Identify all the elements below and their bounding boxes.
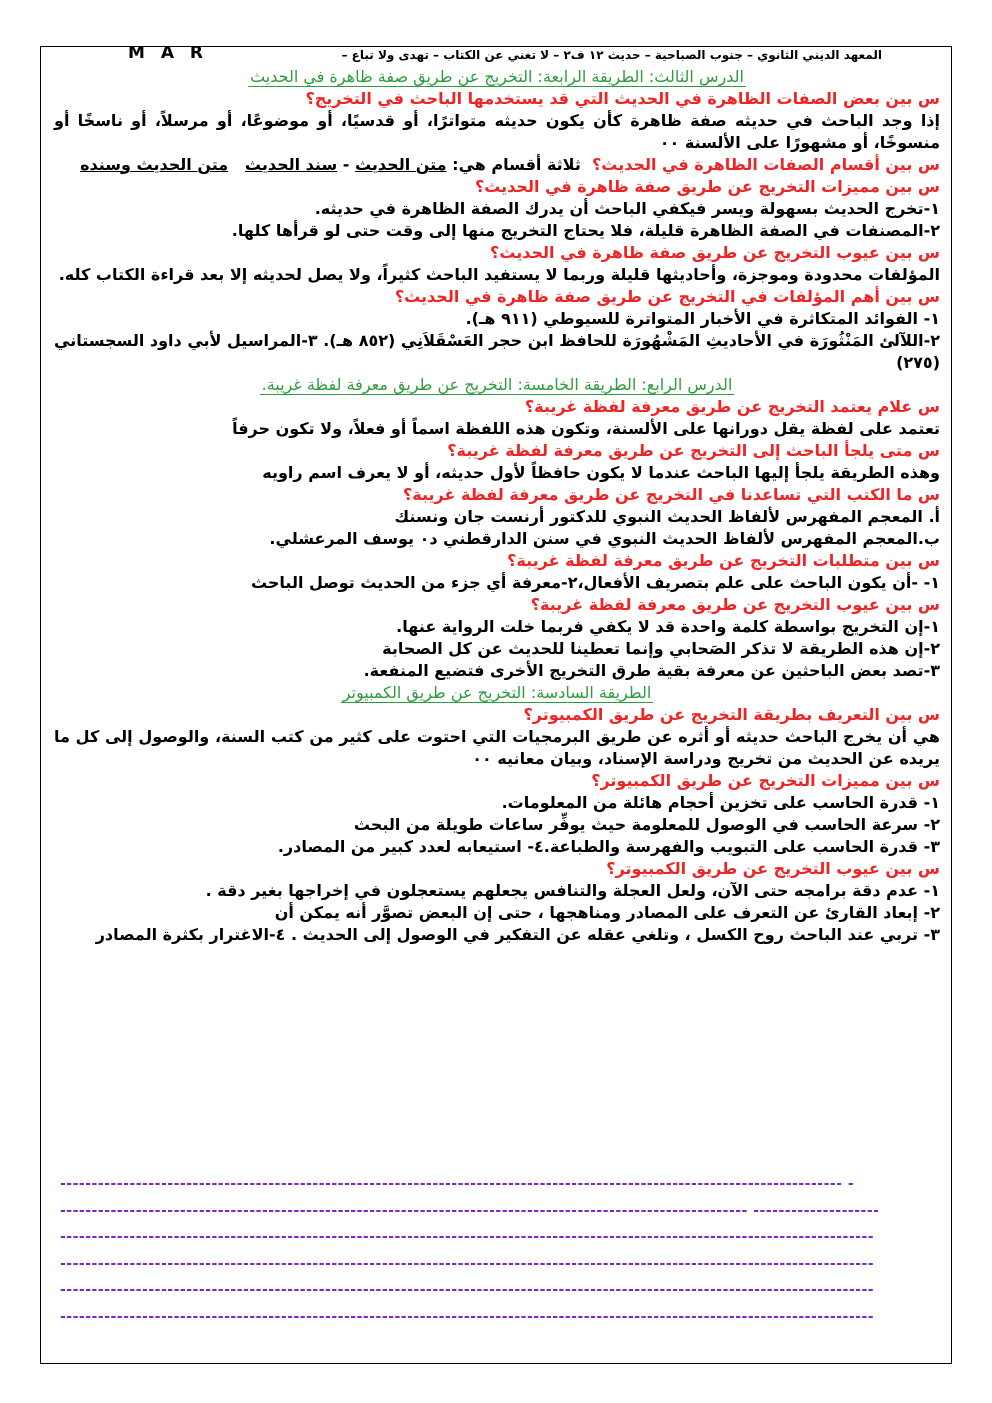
page-header: [40, 46, 952, 66]
question: س بين أهم المؤلفات في التخريج عن طريق صفة ظاهرة في الحديث؟: [394, 287, 940, 306]
question: س بين مميزات التخريج عن طريق صفة ظاهرة في الحديث؟: [474, 177, 940, 196]
question: س بين التعريف بطريقة التخريج عن طريق الكمبيوتر؟: [523, 705, 940, 724]
answer-item: ٢-المصنفات في الصفة الظاهرة قليلة، فلا يحتاج التخريج منها إلى وقت حتى لو قرأها كلها.: [231, 221, 940, 240]
note-line: ------------------------------------------------------------------------------------------------------------- --------------------: [60, 1203, 880, 1219]
answer-item: أ. المعجم المفهرس لألفاظ الحديث النبوي للدكتور أرنست جان ونسنك: [394, 507, 940, 526]
answer: وهذه الطريقة يلجأ إليها الباحث عندما لا يكون حافظاً لأول حديثه، أو لا يعرف اسم راويه: [262, 463, 940, 482]
answer: تعتمد على لفظة يقل دورانها على الألسنة، وتكون هذه اللفظة اسماً أو فعلاً، ولا تكون حرفاً: [232, 419, 940, 438]
document-body: [54, 66, 940, 946]
lesson-title: الدرس الثالث: الطريقة الرابعة: التخريج عن طريق صفة ظاهرة في الحديث: [250, 67, 744, 86]
answer: هي أن يخرج الباحث حديثه أو أثره عن طريق البرمجيات التي احتوت على كثير من كتب السنة، والوصول إلى كل ما يريده عن الحديث من تخريج ودراسة الإسناد، وبيان معانيه ٠٠: [54, 727, 940, 768]
note-line: ---------------------------------------------------------------------------------------------------------------------------------: [60, 1229, 875, 1245]
question: س بين عيوب التخريج عن طريق صفة ظاهرة في الحديث؟: [490, 243, 940, 262]
answer-item: ٣- قدرة الحاسب على التبويب والفهرسة والطباعة.٤- استيعابه لعدد كبير من المصادر.: [277, 837, 940, 856]
answer: ١- -أن يكون الباحث على علم بتصريف الأفعال،٢-معرفة أي جزء من الحديث توصل الباحث: [250, 573, 940, 592]
question: س بين مميزات التخريج عن طريق الكمبيوتر؟: [591, 771, 940, 790]
note-line: ---------------------------------------------------------------------------------------------------------------------------- -: [60, 1176, 855, 1192]
answer-item: ٣-تصد بعض الباحثين عن معرفة بقية طرق التخريج الأخرى فتضيع المنفعة.: [363, 661, 940, 680]
answer-item: ١- قدرة الحاسب على تخزين أحجام هائلة من المعلومات.: [501, 793, 940, 812]
question: س متى يلجأ الباحث إلى التخريج عن طريق معرفة لفظة غريبة؟: [447, 441, 940, 460]
answer-item: ١-إن التخريج بواسطة كلمة واحدة قد لا يكفي فربما خلت الرواية عنها.: [396, 617, 940, 636]
answer-part: متن الحديث وسنده: [80, 155, 229, 174]
header-text: المعهد الديني الثانوي – جنوب الصباحية – حديث ١٢ ف٢ – لا تغني عن الكتاب – تهدى ولا تباع –: [341, 48, 882, 62]
question: س بين أقسام الصفات الظاهرة في الحديث؟: [591, 155, 940, 174]
lesson-title: الدرس الرابع: الطريقة الخامسة: التخريج عن طريق معرفة لفظة غريبة.: [261, 375, 733, 394]
answer-item: ٢- إبعاد القارئ عن التعرف على المصادر ومناهجها ، حتى إن البعض تصوَّر أنه يمكن أن: [274, 903, 940, 922]
question: س بين عيوب التخريج عن طريق معرفة لفظة غريبة؟: [530, 595, 940, 614]
note-line: ---------------------------------------------------------------------------------------------------------------------------------: [60, 1282, 875, 1298]
answer-item: ١- عدم دقة برامجه حتى الآن، ولعل العجلة والتنافس يجعلهم يستعجلون في إخراجها بغير دقة .: [205, 881, 940, 900]
answer-item: ١- الفوائد المتكاثرة في الأخبار المتواترة للسيوطي (٩١١ هـ).: [465, 309, 940, 328]
answer: المؤلفات محدودة وموجزة، وأحاديثها قليلة وربما لا يستفيد الباحث كثيراً، ولا يصل لحديثه إلا بعد قراءة الكتاب كله.: [58, 265, 940, 284]
answer-item: ٢-اللآلئ المَنْثُورَة في الأحاديثِ المَشْهُورَة للحافظ ابن حجر العَسْقَلاَنِي (٨٥٢ هـ). ٣-المراسيل لأبي داود السجستاني (٢٧٥): [54, 331, 940, 372]
question: س بين متطلبات التخريج عن طريق معرفة لفظة غريبة؟: [507, 551, 940, 570]
answer-item: ٢- سرعة الحاسب في الوصول للمعلومة حيث يوفِّر ساعات طويلة من البحث: [353, 815, 940, 834]
answer-item: ب.المعجم المفهرس لألفاظ الحديث النبوي في سنن الدارقطني د٠ يوسف المرعشلي.: [269, 529, 940, 548]
lesson-title: الطريقة السادسة: التخريج عن طريق الكمبيوتر: [342, 683, 652, 702]
answer-part: سند الحديث: [244, 155, 338, 174]
question: س ما الكتب التي تساعدنا في التخريج عن طريق معرفة لفظة غريبة؟: [402, 485, 940, 504]
answer-separator: -: [337, 155, 355, 174]
question: س بين بعض الصفات الظاهرة في الحديث التي قد يستخدمها الباحث في التخريج؟: [305, 89, 940, 108]
question: س بين عيوب التخريج عن طريق الكمبيوتر؟: [606, 859, 940, 878]
answer-part: متن الحديث: [354, 155, 447, 174]
answer-item: ١-تخرج الحديث بسهولة ويسر فيكفي الباحث أن يدرك الصفة الظاهرة في حديثه.: [314, 199, 940, 218]
question: س علام يعتمد التخريج عن طريق معرفة لفظة غريبة؟: [524, 397, 940, 416]
note-line: ---------------------------------------------------------------------------------------------------------------------------------: [60, 1309, 875, 1325]
question-with-answer: [54, 154, 940, 176]
header-mark: M A R: [128, 46, 209, 63]
answer-item: ٢-إن هذه الطريقة لا تذكر الصَحابي وإنما تعطينا للحديث عن كل الصحابة: [382, 639, 940, 658]
note-line: ---------------------------------------------------------------------------------------------------------------------------------: [60, 1256, 875, 1272]
answer: إذا وجد الباحث في حديثه صفة ظاهرة كأن يكون حديثه متواترًا، أو قدسيًا، أو موضوعًا، أو مرسلاً، أو ناسخًا أو منسوخًا، أو مشهورًا على الألسنة ٠٠: [54, 111, 940, 152]
answer-item: ٣- تربي عند الباحث روح الكسل ، وتلغي عقله عن التفكير في الوصول إلى الحديث . ٤-الاغترار بكثرة المصادر: [95, 925, 940, 944]
answer-intro: ثلاثة أقسام هي:: [452, 155, 581, 174]
